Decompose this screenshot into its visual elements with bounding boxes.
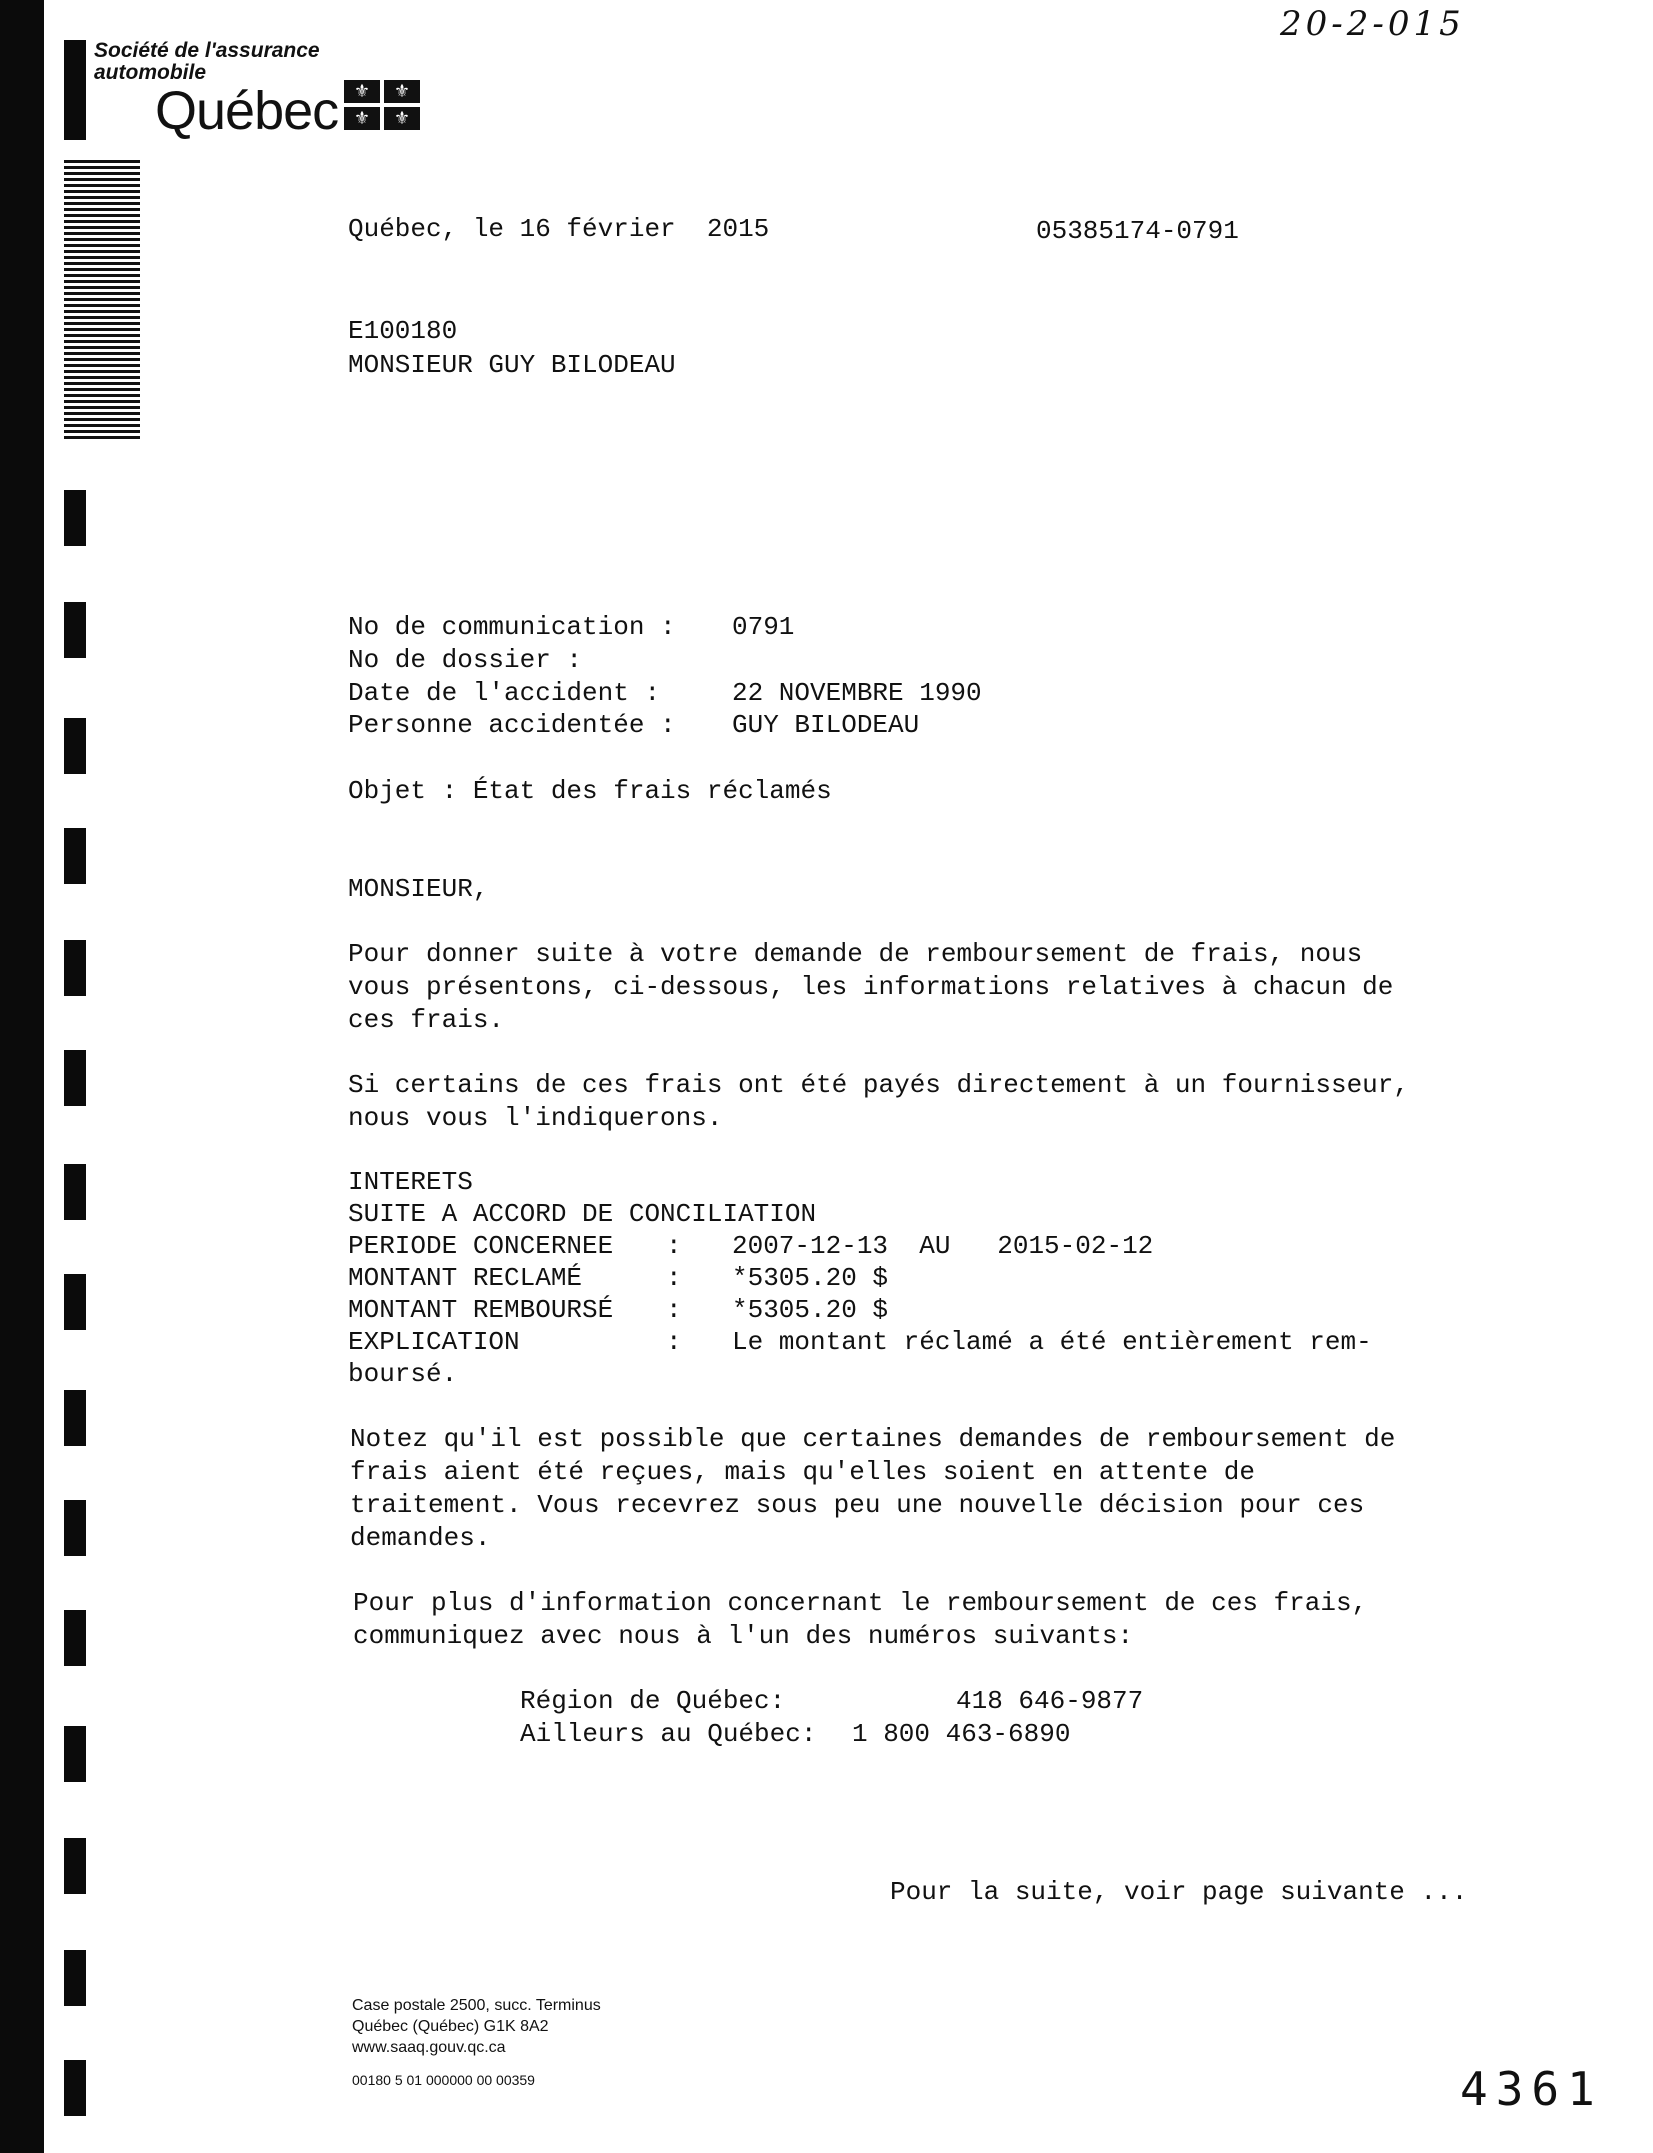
paragraph-line: frais aient été reçues, mais qu'elles soient en attente de <box>350 1457 1255 1487</box>
barcode <box>64 160 140 440</box>
paragraph-line: communiquez avec nous à l'un des numéros suivants: <box>353 1621 1134 1651</box>
salutation: MONSIEUR, <box>348 874 489 904</box>
expense-label: MONTANT REMBOURSÉ <box>348 1295 614 1325</box>
scan-mark <box>64 1500 86 1556</box>
scan-mark <box>64 1610 86 1666</box>
identifier-value: GUY BILODEAU <box>732 710 920 740</box>
org-name <box>94 40 320 84</box>
footer-address <box>352 1995 601 2091</box>
expense-label: MONTANT RECLAMÉ <box>348 1263 583 1293</box>
scan-mark <box>64 940 86 996</box>
fleur-de-lis-icon: ⚜ <box>344 107 380 130</box>
paragraph-line: nous vous l'indiquerons. <box>348 1103 723 1133</box>
org-name-line1: Société de l'assurance <box>94 39 320 62</box>
subject: Objet : État des frais réclamés <box>348 776 832 806</box>
expense-label: PERIODE CONCERNEE <box>348 1231 614 1261</box>
scan-mark <box>64 490 86 546</box>
fleur-de-lis-icon: ⚜ <box>384 107 420 130</box>
province-wordmark: Québec <box>155 81 339 141</box>
scan-mark <box>64 828 86 884</box>
expense-value: 2007-12-13 AU 2015-02-12 <box>732 1231 1154 1261</box>
expense-value: *5305.20 $ <box>732 1263 889 1293</box>
expense-value-continued: boursé. <box>348 1359 458 1389</box>
expense-title: INTERETS <box>348 1167 473 1197</box>
paragraph-line: Pour donner suite à votre demande de remboursement de frais, nous <box>348 939 1363 969</box>
scan-mark <box>64 718 86 774</box>
scan-mark <box>64 2060 86 2116</box>
identifier-value: 0791 <box>732 612 795 642</box>
paragraph-line: demandes. <box>350 1523 491 1553</box>
scan-edge <box>0 0 44 2153</box>
identifier-label: No de communication : <box>348 612 676 642</box>
handwritten-date: 20-2-015 <box>1280 4 1465 44</box>
fleur-de-lis-icon: ⚜ <box>344 80 380 103</box>
continuation-note: Pour la suite, voir page suivante ... <box>890 1877 1468 1907</box>
footer-code: 00180 5 01 000000 00 00359 <box>352 2072 535 2088</box>
expense-separator: : <box>666 1231 682 1261</box>
paragraph-line: ces frais. <box>348 1005 505 1035</box>
phone-number: 1 800 463-6890 <box>852 1719 1071 1749</box>
expense-value: Le montant réclamé a été entièrement rem- <box>732 1327 1372 1357</box>
expense-subtitle: SUITE A ACCORD DE CONCILIATION <box>348 1199 817 1229</box>
paragraph-line: Pour plus d'information concernant le remboursement de ces frais, <box>353 1588 1368 1618</box>
scan-mark <box>64 1950 86 2006</box>
phone-number: 418 646-9877 <box>956 1686 1144 1716</box>
identifier-label: Date de l'accident : <box>348 678 661 708</box>
scan-mark <box>64 602 86 658</box>
org-name-line2: automobile <box>94 61 207 84</box>
scan-mark <box>64 1838 86 1894</box>
scan-mark <box>64 1274 86 1330</box>
expense-value: *5305.20 $ <box>732 1295 889 1325</box>
footer-address-line: Case postale 2500, succ. Terminus <box>352 1997 601 2014</box>
paragraph-line: traitement. Vous recevrez sous peu une nouvelle décision pour ces <box>350 1490 1365 1520</box>
paragraph-line: Notez qu'il est possible que certaines demandes de remboursement de <box>350 1424 1396 1454</box>
scan-mark <box>64 40 86 140</box>
fleur-de-lis-icon: ⚜ <box>384 80 420 103</box>
client-code: E100180 <box>348 316 458 346</box>
reference-number: 05385174-0791 <box>1036 216 1239 246</box>
identifier-value: 22 NOVEMBRE 1990 <box>732 678 982 708</box>
expense-separator: : <box>666 1263 682 1293</box>
paragraph-line: vous présentons, ci-dessous, les informations relatives à chacun de <box>348 972 1394 1002</box>
place-date: Québec, le 16 février 2015 <box>348 214 770 244</box>
expense-separator: : <box>666 1327 682 1357</box>
paragraph-line: Si certains de ces frais ont été payés directement à un fournisseur, <box>348 1070 1409 1100</box>
quebec-flag-icon <box>344 80 420 130</box>
phone-label: Région de Québec: <box>520 1686 786 1716</box>
recipient: MONSIEUR GUY BILODEAU <box>348 350 676 380</box>
identifier-label: Personne accidentée : <box>348 710 676 740</box>
expense-separator: : <box>666 1295 682 1325</box>
phone-label: Ailleurs au Québec: <box>520 1719 817 1749</box>
footer-website: www.saaq.gouv.qc.ca <box>352 2039 506 2056</box>
scan-mark <box>64 1390 86 1446</box>
page-stamp-number: 4361 <box>1460 2062 1603 2116</box>
footer-address-line: Québec (Québec) G1K 8A2 <box>352 2018 549 2035</box>
scan-mark <box>64 1050 86 1106</box>
scan-mark <box>64 1726 86 1782</box>
expense-label: EXPLICATION <box>348 1327 520 1357</box>
identifier-label: No de dossier : <box>348 645 583 675</box>
scan-mark <box>64 1164 86 1220</box>
